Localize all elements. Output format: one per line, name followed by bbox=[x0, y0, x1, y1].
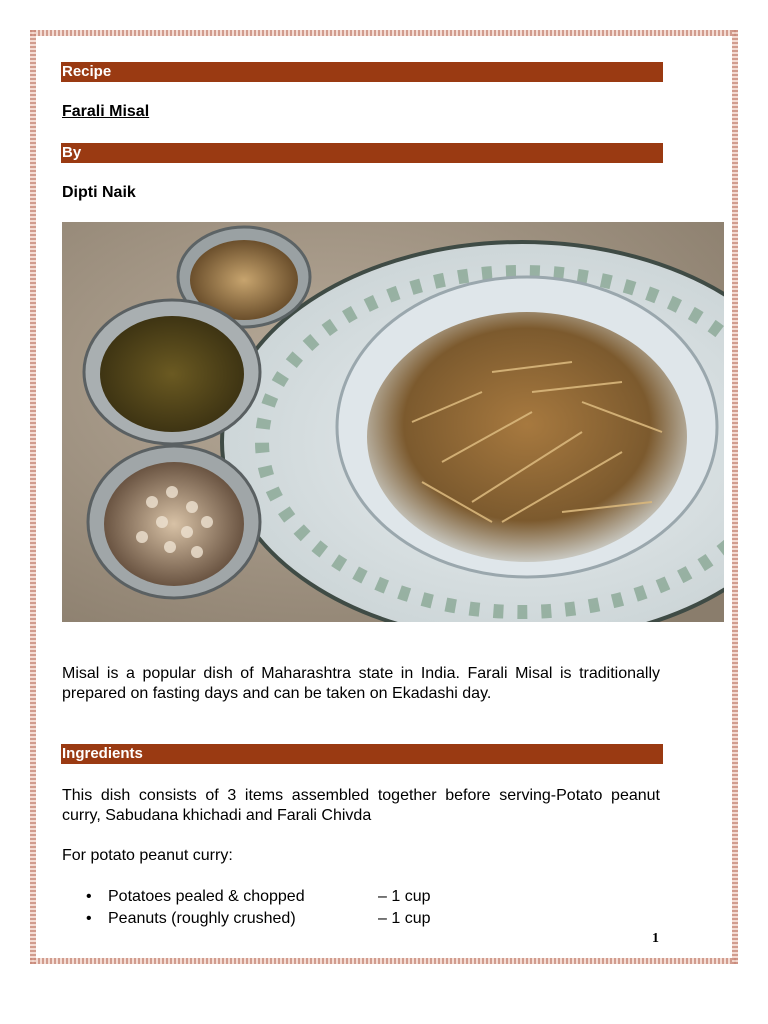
page-border-right bbox=[732, 30, 738, 964]
ingredients-description: This dish consists of 3 items assembled together before serving-Potato peanut curry, Sabudana khichadi and Farali Chivda bbox=[62, 787, 660, 824]
page-border-bottom bbox=[30, 958, 738, 964]
recipe-title: Farali Misal bbox=[62, 103, 150, 120]
section-bar-recipe: Recipe bbox=[61, 62, 663, 82]
page-border-left bbox=[30, 30, 36, 964]
section-bar-by: By bbox=[61, 143, 663, 163]
page-border-top bbox=[30, 30, 738, 36]
ingredient-list bbox=[86, 886, 458, 930]
list-item bbox=[86, 908, 458, 930]
ingredient-qty: – 1 cup bbox=[378, 888, 431, 905]
ingredient-name: Potatoes pealed & chopped bbox=[108, 888, 305, 905]
curry-heading: For potato peanut curry: bbox=[62, 847, 233, 864]
list-item bbox=[86, 886, 458, 908]
ingredient-name: Peanuts (roughly crushed) bbox=[108, 910, 296, 927]
section-bar-ingredients: Ingredients bbox=[61, 744, 663, 764]
food-photo bbox=[62, 222, 724, 622]
page-number: 1 bbox=[652, 931, 659, 946]
ingredient-qty: – 1 cup bbox=[378, 910, 431, 927]
intro-paragraph: Misal is a popular dish of Maharashtra state in India. Farali Misal is traditionally prepared on fasting days and can be taken on Ekadashi day. bbox=[62, 665, 660, 702]
author-name: Dipti Naik bbox=[62, 184, 136, 201]
